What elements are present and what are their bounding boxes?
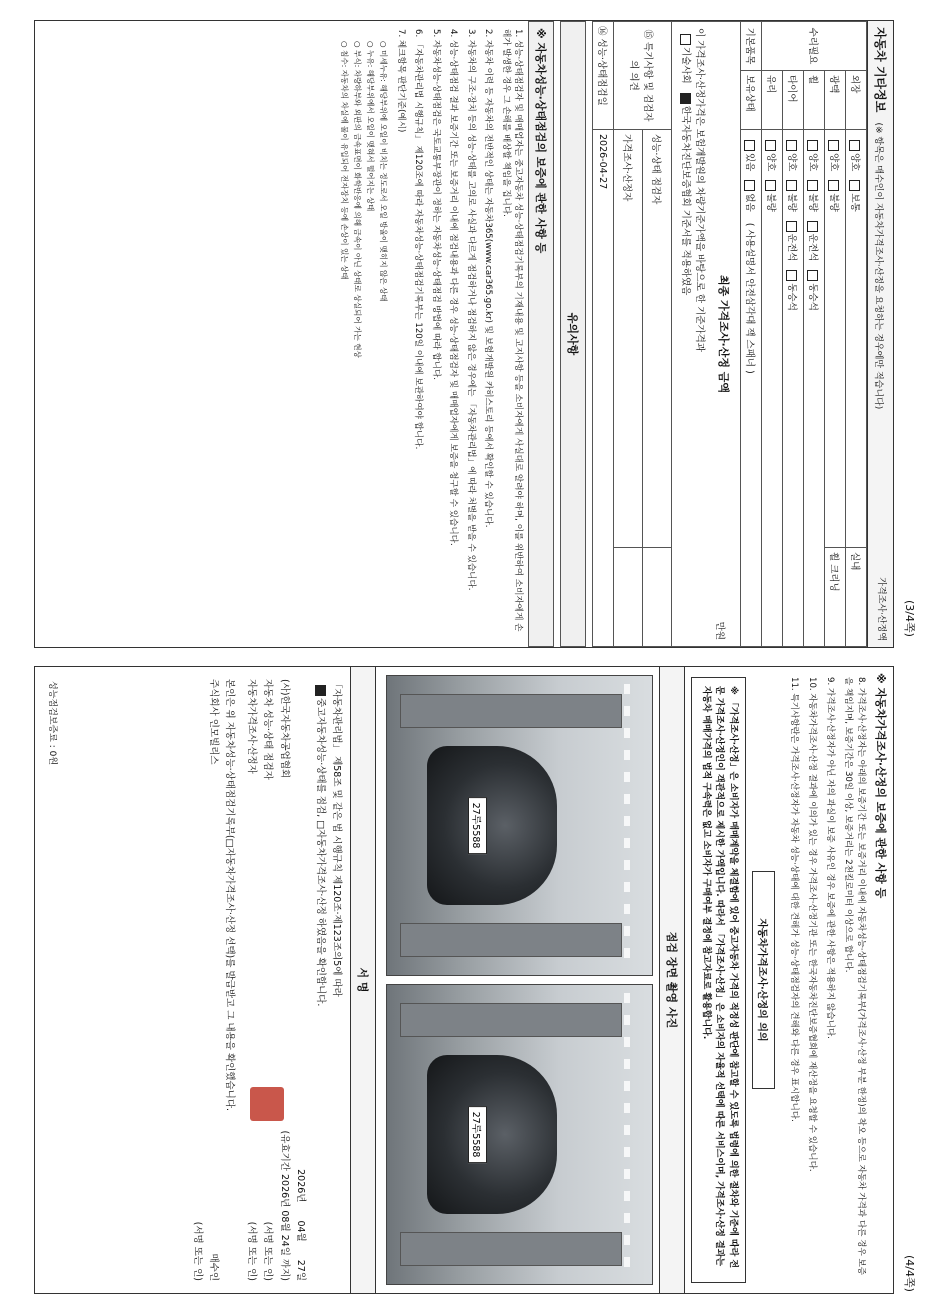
option-label: 운전석 xyxy=(786,233,797,262)
car-image xyxy=(427,746,557,905)
criteria-item: ○ 미세누유: 해당부위에 오일이 비치는 정도로서 오일 방울이 맺히지 않은 상태 xyxy=(379,41,389,302)
option-label: 불량 xyxy=(765,193,776,212)
option-label: 기술사회 xyxy=(680,47,691,84)
note-item: 2. 자동차 이력 등 자동차의 전반적인 상태는 자동차365(www.car365.go.kr) 및 보험개발원 카히스토리 등에서 확인할 수 있습니다. xyxy=(483,29,494,528)
inspection-photo-right xyxy=(386,984,653,1285)
note-item: 9. 가격조사·산정자가 아닌 자의 과실이 보증 사유인 경우 보증에 관한 사항은 적용하지 않습니다. xyxy=(825,677,836,1039)
checkbox[interactable] xyxy=(807,140,818,151)
note-item: 6. 「자동차관리법 시행규칙」 제120조에 따라 자동차성능·상태점검기록부는 120일 이내에 보관하여야 합니다. xyxy=(413,29,424,450)
note-item: 3. 자동차의 구조·장치 등의 성능·상태를 고의로 사실과 다르게 점검하거나 점검하지 않은 경우에는 「자동차관리법」에 따라 처벌을 받을 수 있습니다. xyxy=(465,29,476,591)
other-info-subtitle: (※ 항목은 매수인이 자동차가격조사·산정을 요청하는 경우에만 적습니다) xyxy=(873,122,883,410)
note-item: 11. 특기사항란은 가격조사·산정자가 자동차 성능·상태에 대한 견해가 성능·상태점검자의 견해와 다른 경우 표시합니다. xyxy=(789,677,800,1122)
option-label: 보통 xyxy=(849,193,860,212)
checkbox[interactable] xyxy=(744,180,755,191)
note-item: 10. 자동차가격조사·산정 결과에 이의가 있는 경우 가격조사·산정기관 또는 한국자동차진단보증협회에 재산정을 요청할 수 있습니다. xyxy=(807,677,818,1172)
basic-items-list: ( 사용설명서 안전삼각대 잭 스패너 ) xyxy=(744,222,755,374)
checkbox[interactable] xyxy=(786,140,797,151)
checkbox[interactable] xyxy=(680,34,691,45)
condition-table xyxy=(592,21,867,647)
item-name: 타이어 xyxy=(783,71,804,130)
inspector-label: 성능·상태 점검자 xyxy=(643,130,672,548)
option-label: 있음 xyxy=(744,153,755,172)
car-image xyxy=(427,1055,557,1214)
price-column-header: 가격조사·산정액 xyxy=(876,577,886,641)
price-unit: 만원 xyxy=(714,621,725,640)
option-label: 없음 xyxy=(744,193,755,212)
note-item: 4. 성능·상태점검 결과 보증기간 또는 보증거리 이내에 점검내용과 다른 경우 성능·상태점검자 및 매매업자에게 보증을 청구할 수 있습니다. xyxy=(448,29,459,546)
extra-label: 실내 xyxy=(846,548,867,647)
license-plate: 27루5588 xyxy=(468,1106,487,1164)
criteria-item: ○ 누유: 해당부위에서 오일이 맺혀서 떨어지는 상태 xyxy=(366,41,376,212)
right-sheet xyxy=(34,666,894,1294)
checkbox[interactable] xyxy=(765,180,776,191)
checkbox[interactable] xyxy=(849,140,860,151)
item-name: 광택 xyxy=(825,71,846,130)
license-plate: 27루5588 xyxy=(468,797,487,855)
pricer-label: 가격조사·산정자 xyxy=(614,130,643,548)
option-label: 양호 xyxy=(807,153,818,172)
sign-year: 2026년 xyxy=(294,1169,306,1203)
option-label: 양호 xyxy=(786,153,797,172)
price-note-suffix: 기준서를 적용하였음 xyxy=(680,209,691,296)
checkbox[interactable] xyxy=(849,180,860,191)
signature-legal-text: 「자동차관리법」 제58조 및 같은 법 시행규칙 제120조·제123조의5에 따라 xyxy=(331,679,343,997)
validity-period: (유효기간 2026년 08월 24일 까지) xyxy=(278,1130,290,1281)
checkbox[interactable] xyxy=(786,270,797,281)
caution-title: 유의사항 xyxy=(560,21,586,647)
note-item: 5. 자동차성능·상태점검은 국토교통부장관이 정하는 자동차성능·상태점검 방법에 따라 합니다. xyxy=(430,29,441,380)
pricing-meaning-title: 자동차가격조사·산정의 의의 xyxy=(752,871,775,1089)
seal-stamp xyxy=(250,1087,284,1121)
left-page-number: (3/4쪽) xyxy=(903,600,916,637)
warranty-notes-title: ※ 자동차성능·상태점검의 보증에 관한 사항 등 xyxy=(528,21,554,647)
option-label: 양호 xyxy=(849,153,860,172)
extra-label: 휠 크리닝 xyxy=(825,548,846,647)
checkbox[interactable] xyxy=(786,180,797,191)
final-price-title: 최종 가격조사·산정 금액 xyxy=(717,274,730,394)
checkbox-checked[interactable] xyxy=(680,93,691,104)
signature-section xyxy=(183,667,350,1293)
option-label: 양호 xyxy=(765,153,776,172)
inspection-date-value: 2026-04-27 xyxy=(593,130,614,647)
inspection-date-label: ⑯ 성능·상태점검일 xyxy=(593,22,614,130)
basic-items-label: 기본품목 xyxy=(741,22,762,71)
price-note xyxy=(680,28,708,640)
warranty-fee: 성능점검보증료 : 0원 xyxy=(47,681,57,766)
special-notes-label: ⑮ 특기사항 및 검검자의 의견 xyxy=(614,22,672,130)
note-item: 8. 가격조사·산정자는 아래의 보증기간 또는 보증거리 이내에 자동차성능·상태점검기록부(가격조사·산정 부분 한정)의 착오 등으로 자동차 가격과 다른 경우 보증을 책임지며, 보증기간은 30일 이상, 보증거리는 2천킬로미터 이상으로 합니다. xyxy=(843,677,866,1276)
pricer-sign: (서명 또는 인) xyxy=(246,1221,258,1281)
price-warranty-notes xyxy=(781,667,869,1293)
right-page-number: (4/4쪽) xyxy=(903,1255,916,1292)
checkbox[interactable] xyxy=(786,221,797,232)
repair-needed-label: 수리필요 xyxy=(762,22,867,71)
item-name: 외장 xyxy=(846,71,867,130)
pricing-warning-box: ※ 「가격조사·산정」은 소비자가 매매계약을 체결함에 있어 중고자동차 가격의 적정성 판단에 참고할 수 있도록 법령에 의한 절차와 기준에 따라 전문 가격조사·산정인이 객관적으로 제시한 가액입니다. 따라서 「가격조사·산정」은 소비자의 자율적 선택에 따른 서비스이며, 가격조사·산정 결과는 자동차 매매가격의 법적 구속력은 없고 소비자가 구매여부 결정에 참고자료로 활용합니다. xyxy=(691,677,746,1283)
option-label: 불량 xyxy=(807,193,818,212)
option-label: 불량 xyxy=(828,193,839,212)
inspector-sign: (서명 또는 인) xyxy=(262,1221,274,1281)
checkbox[interactable] xyxy=(807,180,818,191)
item-name: 휠 xyxy=(804,71,825,130)
sign-month: 04월 xyxy=(294,1220,306,1242)
inspector-role: 자동차 성능·상태 점검자 xyxy=(262,679,274,780)
other-info-header xyxy=(867,21,893,647)
sign-day: 27일 xyxy=(294,1259,306,1281)
option-label: 양호 xyxy=(828,153,839,172)
criteria-item: ○ 침수: 자동차의 차실에 물이 유입되어 전자장치 등에 손상이 있는 상태 xyxy=(340,41,350,280)
inspection-photos xyxy=(380,667,659,1293)
option-label: 동승석 xyxy=(807,283,818,311)
left-sheet xyxy=(34,20,894,648)
warranty-notes xyxy=(333,21,528,647)
organization-name: (사)한국자동차공업협회 xyxy=(278,679,290,779)
price-warranty-title: ※ 자동차가격조사·산정의 보증에 관한 사항 등 xyxy=(874,673,887,899)
inspection-photo-left xyxy=(386,675,653,976)
checkbox-checked[interactable] xyxy=(315,685,326,696)
note-item: 1. 성능·상태점검자 및 매매업자는 중고자동차 성능·상태점검기록부의 기재내용 및 고지사항 등을 소비자에게 사실대로 알려야 하며, 이를 위반하여 소비자에게 손해가 발생한 경우 그 손해를 배상할 책임을 집니다. xyxy=(500,29,523,632)
option-label: 운전석 xyxy=(807,233,818,262)
signature-section-title: 서 명 xyxy=(350,667,376,1293)
buyer-notice: 본인은 위 자동차성능·상태점검기록부(□자동차가격조사·산정 선택)를 발급받고 그 내용을 확인했습니다. xyxy=(224,679,236,1112)
price-note-text: 이 가격조사·산정가격은 보험개발원의 차량기준가액을 바탕으로 한 기준가격과 xyxy=(694,28,705,352)
company-name: 주식회사 인모빌리스 xyxy=(208,679,220,765)
other-info-title: 자동차 기타정보 xyxy=(873,27,887,113)
note-item: 7. 체크항목 판단기준(예시) xyxy=(395,29,406,133)
option-label: 불량 xyxy=(786,193,797,212)
buyer-sign: (서명 또는 인) xyxy=(191,1221,203,1281)
checkbox[interactable] xyxy=(828,140,839,151)
checkbox[interactable] xyxy=(807,270,818,281)
checkbox[interactable] xyxy=(807,221,818,232)
item-name: 유리 xyxy=(762,71,783,130)
checkbox[interactable] xyxy=(765,140,776,151)
signature-confirm-text: 중고자동차성능·상태를 점검, □자동차가격조사·산정 하였음을 확인합니다. xyxy=(314,698,326,1007)
criteria-item: ○ 부식: 차량하부와 외판의 금속표면이 화학반응에 의해 금속이 아닌 상태로 상실되어 가는 현상 xyxy=(353,41,363,358)
option-label: 한국자동차진단보증협회 xyxy=(680,105,691,207)
buyer-label: 매수인 xyxy=(208,1253,220,1281)
pricer-role: 자동차가격조사·산정자 xyxy=(246,679,258,774)
checkbox[interactable] xyxy=(744,140,755,151)
photo-section-title: 점검 장면 촬영 사진 xyxy=(659,667,685,1293)
checkbox[interactable] xyxy=(828,180,839,191)
option-label: 동승석 xyxy=(786,283,797,311)
basic-items-status: 보유상태 xyxy=(741,71,762,130)
